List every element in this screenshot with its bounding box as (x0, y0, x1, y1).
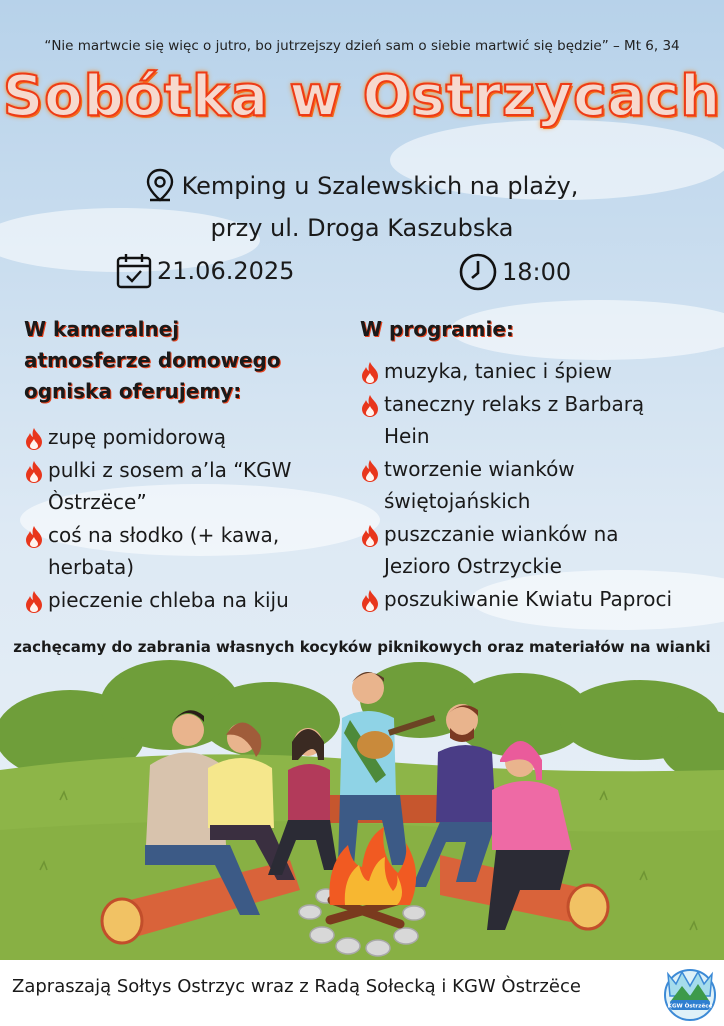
list-item: pieczenie chleba na kiju (24, 584, 334, 616)
flame-icon (360, 394, 380, 427)
list-item: muzyka, taniec i śpiew (360, 355, 710, 387)
flame-icon (24, 460, 44, 493)
program-heading: W programie: (360, 317, 514, 341)
location-block (0, 168, 724, 245)
location-text-1: Kemping u Szalewskich na plaży, (181, 172, 579, 200)
map-pin-icon (146, 168, 174, 211)
date-text: 21.06.2025 (157, 257, 295, 285)
offer-heading-line-3: ogniska oferujemy: (24, 379, 242, 403)
program-section (360, 314, 710, 616)
flame-icon (360, 459, 380, 492)
program-list (360, 355, 710, 615)
footer-text: Zapraszają Sołtys Ostrzyc wraz z Radą Sołecką i KGW Òstrzëce (12, 976, 581, 997)
flame-icon (360, 524, 380, 557)
list-item: coś na słodko (+ kawa, herbata) (24, 519, 334, 583)
event-date (115, 252, 294, 290)
logo-text: KGW Òstrzëce (667, 1003, 713, 1010)
location-line-1 (0, 168, 724, 211)
list-item: zupę pomidorową (24, 421, 334, 453)
location-text-2: przy ul. Droga Kaszubska (210, 214, 514, 242)
offer-heading-line-1: W kameralnej (24, 317, 180, 341)
calendar-check-icon (115, 252, 153, 290)
flame-icon (24, 590, 44, 623)
list-item: taneczny relaks z Barbarą Hein (360, 388, 710, 452)
bible-quote: “Nie martwcie się więc o jutro, bo jutrzejszy dzień sam o siebie martwić się będzie” – Mt 6, 34 (44, 38, 680, 54)
offer-heading (24, 314, 334, 407)
time-text: 18:00 (502, 258, 572, 286)
offer-heading-line-2: atmosferze domowego (24, 348, 281, 372)
flame-icon (24, 525, 44, 558)
offer-section (24, 314, 334, 617)
list-item: puszczanie wianków na Jezioro Ostrzyckie (360, 518, 710, 582)
clock-icon (458, 252, 498, 292)
bring-items-note: zachęcamy do zabrania własnych kocyków piknikowych oraz materiałów na wianki (13, 638, 711, 656)
list-item: tworzenie wianków świętojańskich (360, 453, 710, 517)
kgw-logo (660, 962, 720, 1022)
page-title: Sobótka w Ostrzycach (2, 64, 722, 129)
list-item: pulki z sosem a’la “KGW Òstrzëce” (24, 454, 334, 518)
offer-list (24, 421, 334, 616)
list-item: poszukiwanie Kwiatu Paproci (360, 583, 710, 615)
flame-icon (360, 589, 380, 622)
event-time (458, 252, 571, 292)
